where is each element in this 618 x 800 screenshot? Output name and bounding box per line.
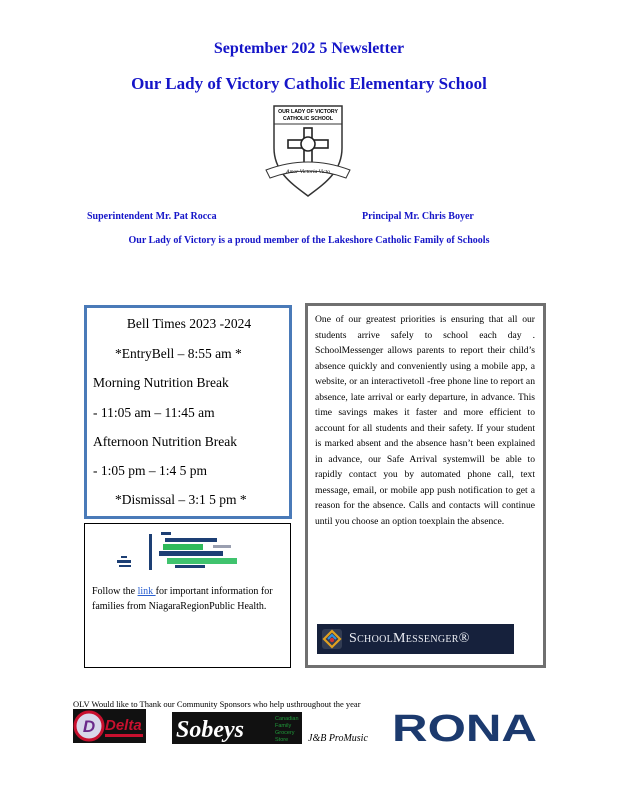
public-health-box xyxy=(84,523,291,668)
svg-text:Grocery: Grocery xyxy=(275,730,295,736)
delta-logo-text: Delta xyxy=(105,717,142,734)
school-crest-logo xyxy=(262,104,354,198)
schoolmessenger-logo-text: SchoolMessenger® xyxy=(349,631,470,646)
svg-text:Canadian: Canadian xyxy=(275,716,299,722)
schoolmessenger-box xyxy=(305,303,546,668)
superintendent-name: Superintendent Mr. Pat Rocca xyxy=(87,211,217,222)
svg-text:D: D xyxy=(82,717,96,736)
crest-text-bottom: CATHOLIC SCHOOL xyxy=(282,116,334,122)
bell-times-title: Bell Times 2023 -2024 xyxy=(126,316,252,331)
entry-bell: *EntryBell – 8:55 am * xyxy=(115,346,242,361)
public-health-text: Follow the link for important information for families from NiagaraRegionPublic Health. xyxy=(92,586,273,612)
delta-sponsor-logo xyxy=(73,709,146,743)
crest-text-top: OUR LADY OF VICTORY xyxy=(278,109,338,115)
jb-promusic-sponsor: J&B ProMusic xyxy=(308,733,368,744)
schoolmessenger-logo xyxy=(317,624,514,654)
svg-text:Store: Store xyxy=(275,737,289,743)
svg-text:Family: Family xyxy=(275,723,292,729)
afternoon-break-label: Afternoon Nutrition Break xyxy=(93,434,237,449)
school-name: Our Lady of Victory Catholic Elementary School xyxy=(131,74,487,93)
sponsors-thanks: OLV Would like to Thank our Community Sponsors who help usthroughout the year xyxy=(73,699,361,709)
morning-break-time: - 11:05 am – 11:45 am xyxy=(93,405,215,420)
morning-break-label: Morning Nutrition Break xyxy=(93,375,229,390)
bell-times-box xyxy=(84,305,292,519)
region-health-logo xyxy=(113,530,263,574)
sobeys-sponsor-logo xyxy=(172,712,302,744)
rona-logo-text: RONA xyxy=(392,709,537,745)
rona-sponsor-logo xyxy=(392,709,537,745)
public-health-link[interactable]: link xyxy=(137,586,156,597)
dismissal-time: *Dismissal – 3:1 5 pm * xyxy=(115,492,247,507)
newsletter-title: September 202 5 Newsletter xyxy=(213,40,405,57)
crest-motto: Amor Victoria Victo xyxy=(286,169,330,175)
afternoon-break-time: - 1:05 pm – 1:4 5 pm xyxy=(93,463,207,478)
family-of-schools-tagline: Our Lady of Victory is a proud member of the Lakeshore Catholic Family of Schools xyxy=(128,235,490,246)
sobeys-logo-text: Sobeys xyxy=(176,717,244,743)
schoolmessenger-mark-icon xyxy=(320,627,344,651)
safe-arrival-paragraph: One of our greatest priorities is ensuring that all our students arrive safely to school each day . SchoolMessenger allows parents to report their child’s absence quickly and conveniently using a mobile app, a website, or an interactivetoll -free phone line to report an absence, late arrival or early departure, in advance. This time savings makes it faster and more efficient to account for all students and their safety. If your student is marked absent and the absence hasn’t been explained in advance, our Safe Arrival systemwill be able to rapidly contact you by automated phone call, text message, email, or mobile app push notification to get a reason for the absence. Calls and contacts will continue until you choose an option toexplain the absence. xyxy=(315,314,535,527)
principal-name: Principal Mr. Chris Boyer xyxy=(362,211,474,222)
